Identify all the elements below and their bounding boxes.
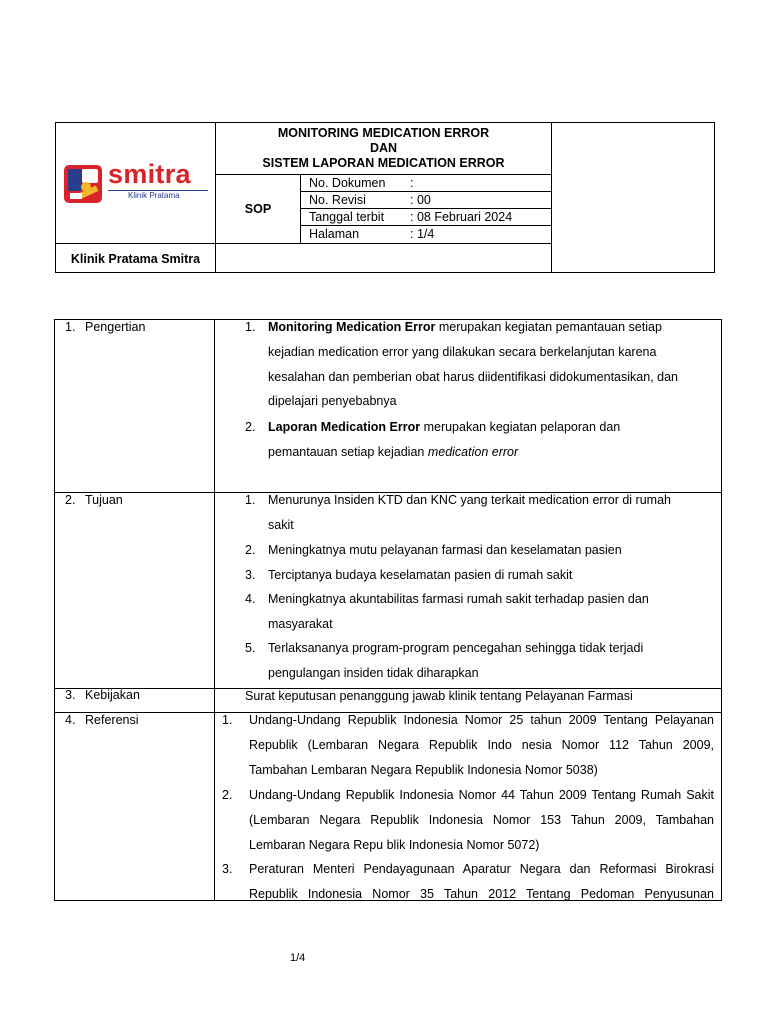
meta-key: Tanggal terbit	[309, 210, 385, 224]
item-text: Meningkatnya mutu pelayanan farmasi dan keselamatan pasien	[268, 543, 622, 557]
item-text: merupakan kegiatan pemantauan setiap	[435, 320, 662, 334]
item-number: 2.	[222, 788, 233, 802]
meta-row-halaman	[301, 226, 551, 243]
section-body	[215, 493, 721, 688]
logo-wordmark: smitra	[108, 159, 191, 189]
section-number: 2.	[65, 493, 76, 507]
item-number: 1.	[245, 320, 256, 334]
item-text: Tambahan Lembaran Negara Republik Indonesia Nomor 5038)	[249, 762, 598, 777]
item-text: sakit	[268, 517, 294, 532]
meta-key: No. Dokumen	[309, 176, 386, 190]
section-label	[55, 320, 215, 492]
item-text: Lembaran Negara Repu blik Indonesia Nomor 5072)	[249, 837, 540, 852]
item-number: 3.	[222, 862, 233, 876]
section-label	[55, 493, 215, 688]
sop-content-table	[54, 319, 722, 901]
meta-key: No. Revisi	[309, 193, 366, 207]
item-text: merupakan kegiatan pelaporan dan	[420, 420, 621, 434]
meta-value: : 08 Februari 2024	[410, 210, 513, 224]
section-title: Pengertian	[85, 320, 146, 334]
item-text-italic: medication error	[427, 444, 519, 459]
section-number: 4.	[65, 713, 76, 727]
section-label	[55, 689, 215, 712]
item-text: kesalahan dan pemberian obat harus diidentifikasi didokumentasikan, dan	[268, 369, 678, 384]
item-text: Republik Indonesia Nomor 35 Tahun 2012 Tentang Pedoman Penyusunan	[249, 886, 714, 901]
section-body	[215, 320, 721, 492]
item-text: Menurunya Insiden KTD dan KNC yang terkait medication error di rumah	[268, 493, 671, 507]
document-title	[216, 123, 551, 175]
smitra-logo	[64, 159, 209, 205]
title-line-1: MONITORING MEDICATION ERROR	[277, 126, 490, 140]
item-text: dipelajari penyebabnya	[268, 394, 397, 409]
header-empty-cell	[216, 244, 551, 273]
section-body	[215, 713, 721, 900]
section-title: Referensi	[85, 713, 139, 727]
section-referensi	[55, 713, 721, 900]
item-term: Monitoring Medication Error	[268, 320, 436, 334]
item-term: Laporan Medication Error	[268, 420, 421, 434]
document-meta	[301, 175, 551, 244]
section-number: 1.	[65, 320, 76, 334]
section-pengertian	[55, 320, 721, 493]
section-tujuan	[55, 493, 721, 689]
item-text: Terciptanya budaya keselamatan pasien di rumah sakit	[268, 568, 573, 582]
item-number: 5.	[245, 641, 256, 655]
item-number: 4.	[245, 592, 256, 606]
section-title: Tujuan	[85, 493, 123, 507]
section-label	[55, 713, 215, 900]
meta-row-tanggal	[301, 209, 551, 226]
section-number: 3.	[65, 688, 76, 702]
item-text: pengulangan insiden tidak diharapkan	[268, 665, 479, 680]
clinic-name: Klinik Pratama Smitra	[56, 244, 216, 273]
meta-value: : 00	[410, 193, 431, 207]
item-number: 1.	[222, 713, 233, 727]
item-text: Peraturan Menteri Pendayagunaan Aparatur Negara dan Reformasi Birokrasi	[249, 862, 714, 876]
logo-cell	[56, 123, 216, 244]
item-text: Undang-Undang Republik Indonesia Nomor 44 Tahun 2009 Tentang Rumah Sakit	[249, 788, 714, 802]
policy-text: Surat keputusan penanggung jawab klinik tentang Pelayanan Farmasi	[245, 689, 633, 703]
header-divider	[551, 123, 553, 273]
meta-row-dokumen	[301, 175, 551, 192]
page-number: 1/4	[290, 952, 306, 964]
meta-row-revisi	[301, 192, 551, 209]
item-text: kejadian medication error yang dilakukan secara berkelanjutan karena	[268, 344, 657, 359]
item-text: pemantauan setiap kejadian	[268, 444, 428, 459]
item-number: 3.	[245, 568, 256, 582]
item-text: Undang-Undang Republik Indonesia Nomor 25 tahun 2009 Tentang Pelayanan	[249, 713, 714, 727]
smitra-logo-mark-icon	[64, 165, 102, 203]
item-number: 2.	[245, 420, 256, 434]
title-line-2: DAN	[369, 141, 398, 155]
item-number: 1.	[245, 493, 256, 507]
section-title: Kebijakan	[85, 688, 140, 702]
title-line-3: SISTEM LAPORAN MEDICATION ERROR	[262, 156, 505, 170]
sop-header-table	[55, 122, 715, 273]
item-number: 2.	[245, 543, 256, 557]
item-text: Terlaksananya program-program pencegahan sehingga tidak terjadi	[268, 641, 644, 655]
item-text: (Lembaran Negara Republik Indonesia Nomor 153 Tahun 2009, Tambahan	[249, 812, 714, 827]
item-text: Meningkatnya akuntabilitas farmasi rumah sakit terhadap pasien dan	[268, 592, 649, 606]
item-text: Republik (Lembaran Negara Republik Indo nesia Nomor 112 Tahun 2009,	[249, 737, 714, 752]
logo-subtitle: Klinik Pratama	[128, 191, 180, 200]
item-text: masyarakat	[268, 616, 333, 631]
sop-label: SOP	[216, 175, 301, 244]
meta-value: : 1/4	[410, 227, 435, 241]
meta-value: :	[410, 176, 414, 190]
meta-key: Halaman	[309, 227, 360, 241]
